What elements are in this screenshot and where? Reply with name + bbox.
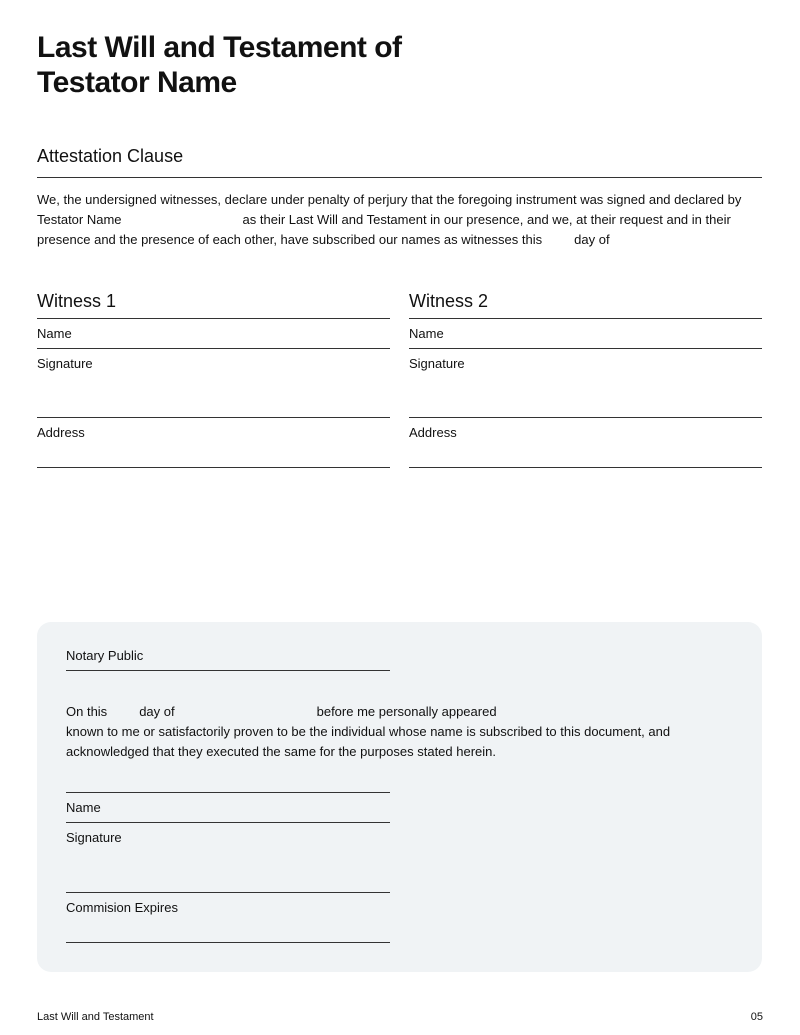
attestation-line-1: We, the undersigned witnesses, declare under penalty of perjury that the foregoing instrument was signed and declared by: [37, 192, 742, 207]
witness-2-signature-label: Signature: [409, 356, 465, 371]
notary-commission-label: Commision Expires: [66, 900, 178, 915]
witness-1-signature-label: Signature: [37, 356, 93, 371]
attestation-paragraph: [37, 190, 767, 250]
witness-2-heading: Witness 2: [409, 291, 489, 311]
attestation-line-3: [37, 230, 767, 250]
witness-2-name-label: Name: [409, 326, 444, 341]
notary-day-of: day of: [139, 704, 175, 719]
notary-line-2: known to me or satisfactorily proven to be the individual whose name is subscribed to this document, and: [66, 724, 671, 739]
attestation-line-3-end: day of: [574, 232, 610, 247]
title-line-2: Testator Name: [37, 66, 237, 99]
notary-line-1: [66, 702, 746, 722]
witness-1-signature-line[interactable]: [37, 417, 390, 418]
notary-on-this: On this: [66, 704, 108, 719]
attestation-line-3-start: presence and the presence of each other, have subscribed our names as witnesses this: [37, 232, 543, 247]
attestation-heading: Attestation Clause: [37, 146, 184, 166]
title-line-1: Last Will and Testament of: [37, 31, 402, 64]
witness-1-address-line[interactable]: [37, 467, 390, 468]
notary-top-line[interactable]: [66, 792, 390, 793]
witness-2-address-line[interactable]: [409, 467, 762, 468]
notary-heading: Notary Public: [66, 648, 144, 663]
notary-signature-line[interactable]: [66, 892, 390, 893]
witness-2-heading-rule: [409, 318, 762, 319]
testator-name-blank: Testator Name: [37, 212, 122, 227]
notary-paragraph: [66, 702, 746, 762]
footer-page-number: 05: [750, 1011, 763, 1023]
attestation-divider: [37, 177, 762, 178]
witness-1-address-label: Address: [37, 425, 85, 440]
witness-2-address-label: Address: [409, 425, 457, 440]
witness-2-signature-line[interactable]: [409, 417, 762, 418]
witness-1-heading: Witness 1: [37, 291, 117, 311]
document-title: [37, 30, 402, 100]
notary-section: [37, 622, 762, 972]
attestation-line-2: [37, 210, 767, 230]
witness-1-name-line[interactable]: [37, 348, 390, 349]
notary-heading-rule: [66, 670, 390, 671]
notary-line-3: acknowledged that they executed the same for the purposes stated herein.: [66, 744, 496, 759]
witness-2-name-line[interactable]: [409, 348, 762, 349]
witness-1-name-label: Name: [37, 326, 72, 341]
footer-document-name: Last Will and Testament: [37, 1011, 154, 1023]
attestation-line-2-rest: as their Last Will and Testament in our presence, and we, at their request and in their: [242, 212, 731, 227]
notary-commission-line[interactable]: [66, 942, 390, 943]
witness-1-heading-rule: [37, 318, 390, 319]
notary-name-label: Name: [66, 800, 101, 815]
notary-signature-label: Signature: [66, 830, 122, 845]
notary-appeared: before me personally appeared: [316, 704, 497, 719]
notary-name-line[interactable]: [66, 822, 390, 823]
